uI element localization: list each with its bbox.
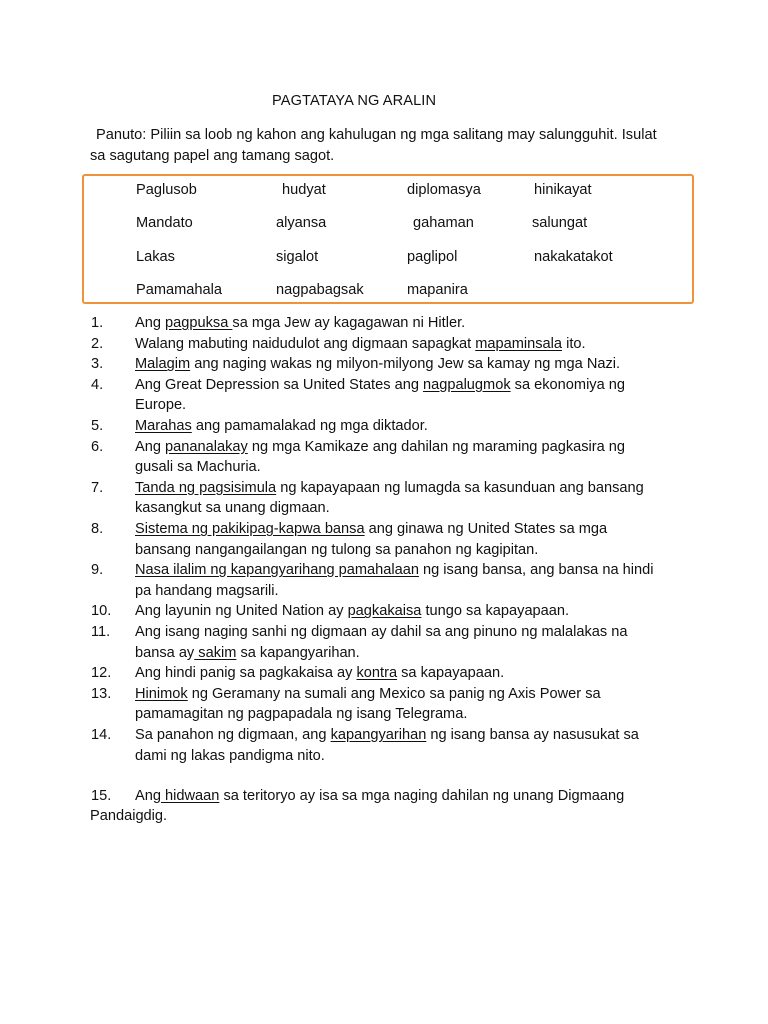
underlined-term: mapaminsala <box>475 335 563 352</box>
word-bank-item: mapanira <box>407 282 468 298</box>
word-bank-item: hinikayat <box>534 182 592 198</box>
item-text-line <box>135 624 628 640</box>
item-text: ng mga Kamikaze ang dahilan ng maraming pagkasira ng <box>247 438 626 455</box>
item-number: 12. <box>91 665 112 682</box>
item-text-line <box>135 521 607 537</box>
item-text-line <box>135 377 625 393</box>
underlined-term: kapangyarihan <box>330 727 427 743</box>
underlined-term: Nasa ilalim ng kapangyarihang pamahalaan <box>135 562 419 579</box>
item-text: ng isang bansa ay nasusukat sa <box>426 727 639 743</box>
underlined-term: pagkakaisa <box>347 603 422 620</box>
instructions-line-2: sa sagutang papel ang tamang sagot. <box>90 148 335 164</box>
word-bank-item: Paglusob <box>136 182 197 198</box>
underlined-term: kontra <box>356 665 398 682</box>
item-number: 1. <box>91 315 104 331</box>
item-text: tungo sa kapayapaan. <box>421 603 570 620</box>
item-text: Ang hindi panig sa pagkakaisa ay <box>135 665 357 682</box>
underlined-term: pagpuksa <box>165 315 233 331</box>
word-bank-item: hudyat <box>282 182 326 198</box>
item-text-line <box>135 583 279 599</box>
item-text: Sa panahon ng digmaan, ang <box>135 727 331 743</box>
item-text: bansang nangangailangan ng tulong sa panahon ng kagipitan. <box>135 541 539 558</box>
instructions-line-1: Panuto: Piliin sa loob ng kahon ang kahulugan ng mga salitang may salungguhit. Isulat <box>96 127 657 143</box>
item-text: sa mga Jew ay kagagawan ni Hitler. <box>232 315 466 331</box>
item-text: ang pamamalakad ng mga diktador. <box>191 418 428 434</box>
item-text-line <box>135 500 330 516</box>
item-text-line <box>135 542 538 558</box>
word-bank-item: diplomasya <box>407 182 481 198</box>
item-text: bansa ay <box>135 644 195 661</box>
item-text: ng Geramany na sumali ang Mexico sa panig ng Axis Power sa <box>187 685 601 702</box>
item-text-line <box>135 665 504 681</box>
item-text-line <box>135 706 467 722</box>
item-number: 9. <box>91 562 104 579</box>
item-text-line <box>135 459 261 475</box>
item-text-line <box>135 315 465 331</box>
word-bank-item: Pamamahala <box>136 282 222 298</box>
item-text: ng kapayapaan ng lumagda sa kasunduan ang bansang <box>276 479 644 496</box>
item-text: kasangkut sa unang digmaan. <box>135 500 330 517</box>
item-text-line: Pandaigdig. <box>90 807 168 824</box>
item-text: ang naging wakas ng milyon-milyong Jew sa kamay ng mga Nazi. <box>190 356 621 373</box>
item-text: dami ng lakas pandigma nito. <box>135 747 325 764</box>
item-text: sa kapayapaan. <box>397 665 505 682</box>
item-text: Ang <box>135 788 161 805</box>
item-text-line <box>135 356 620 372</box>
page-title: PAGTATAYA NG ARALIN <box>272 93 437 109</box>
word-bank-item: nakakatakot <box>534 249 613 265</box>
underlined-term: pananalakay <box>165 438 248 455</box>
item-text-line <box>135 727 639 743</box>
item-text: Ang Great Depression sa United States ang <box>135 376 423 393</box>
item-text-line <box>135 562 653 578</box>
item-text: ng isang bansa, ang bansa na hindi <box>418 562 654 579</box>
item-text: sa teritoryo ay isa sa mga naging dahilan ng unang Digmaang <box>219 788 625 805</box>
item-text: sa ekonomiya ng <box>510 376 626 393</box>
item-text-line <box>135 686 601 702</box>
item-text: ang ginawa ng United States sa mga <box>364 521 608 537</box>
item-text-line <box>135 603 569 619</box>
word-bank-item: Lakas <box>136 249 175 265</box>
item-text: sa kapangyarihan. <box>236 644 360 661</box>
word-bank-item: gahaman <box>413 215 474 231</box>
item-number: 6. <box>91 438 104 455</box>
word-bank-item: nagpabagsak <box>276 282 364 298</box>
item-number: 2. <box>91 335 104 352</box>
item-text: Walang mabuting naidudulot ang digmaan sapagkat <box>135 335 476 352</box>
word-bank-item: salungat <box>532 215 588 231</box>
item-text: Ang <box>135 315 166 331</box>
item-text: pa handang magsarili. <box>135 582 279 599</box>
item-number: 4. <box>91 376 104 393</box>
word-bank-item: alyansa <box>276 215 327 231</box>
item-text: gusali sa Machuria. <box>135 459 261 476</box>
word-bank-item: sigalot <box>276 249 319 265</box>
item-text-line <box>135 397 186 413</box>
word-bank-item: Mandato <box>136 215 193 231</box>
item-number: 13. <box>91 685 112 702</box>
item-text: Ang <box>135 438 166 455</box>
underlined-term: Sistema ng pakikipag-kapwa bansa <box>135 521 365 537</box>
item-text-line <box>135 748 325 764</box>
item-number: 3. <box>91 356 104 373</box>
item-number: 15. <box>91 788 112 805</box>
item-number: 10. <box>91 603 112 620</box>
underlined-term: Marahas <box>135 418 192 434</box>
item-text-line <box>135 480 644 496</box>
underlined-term: Hinimok <box>135 685 188 702</box>
item-text: ito. <box>562 335 586 352</box>
item-text-line <box>135 336 586 352</box>
item-text: Ang isang naging sanhi ng digmaan ay dahil sa ang pinuno ng malalakas na <box>135 624 628 640</box>
underlined-term: sakim <box>194 644 237 661</box>
item-number: 14. <box>91 727 112 743</box>
item-text-line <box>135 418 428 434</box>
item-number: 8. <box>91 521 104 537</box>
item-text-line <box>135 788 624 804</box>
item-number: 5. <box>91 418 104 434</box>
word-bank-item: paglipol <box>407 249 458 265</box>
underlined-term: Tanda ng pagsisimula <box>135 479 277 496</box>
item-text-line <box>135 439 625 455</box>
underlined-term: Malagim <box>135 356 191 373</box>
item-text: Ang layunin ng United Nation ay <box>135 603 348 620</box>
item-text: Europe. <box>135 397 187 414</box>
underlined-term: nagpalugmok <box>422 376 511 393</box>
underlined-term: hidwaan <box>160 788 220 805</box>
item-number: 7. <box>91 479 104 496</box>
item-text-line <box>135 645 360 661</box>
item-text: pamamagitan ng pagpapadala ng isang Telegrama. <box>135 706 468 723</box>
item-number: 11. <box>91 624 111 640</box>
